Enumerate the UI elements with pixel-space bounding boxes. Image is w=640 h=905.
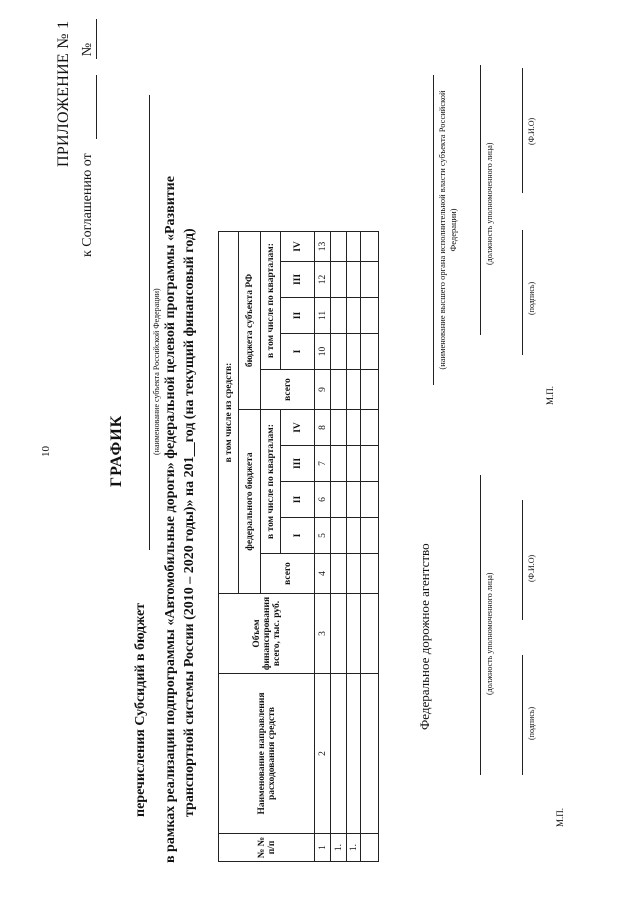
header-q2: II [281, 298, 315, 334]
table-cell [347, 446, 361, 482]
table-cell [331, 232, 347, 262]
agency-position-line [480, 475, 481, 775]
header-federal-quarters: в том числе по кварталам: [261, 410, 281, 554]
region-signature-caption: (подпись) [527, 281, 536, 315]
table-cell [361, 232, 379, 262]
table-cell [331, 674, 347, 834]
col-number: 1 [315, 834, 331, 862]
agreement-number-sign: № [80, 42, 95, 57]
region-seal: М.П. [545, 385, 555, 405]
table-cell [331, 334, 347, 370]
col-number: 2 [315, 674, 331, 834]
header-q4: IV [281, 232, 315, 262]
table-cell [361, 298, 379, 334]
agency-signature-caption: (подпись) [527, 706, 536, 740]
page-number: 10 [40, 446, 52, 457]
table-cell [347, 674, 361, 834]
table-cell [361, 410, 379, 446]
table-cell [347, 232, 361, 262]
table-cell [331, 262, 347, 298]
table-cell [361, 482, 379, 518]
table-cell [361, 370, 379, 410]
header-regional-quarters: в том числе по кварталам: [261, 232, 281, 370]
schedule-table [218, 231, 379, 862]
column-number-row [315, 232, 331, 862]
col-number: 13 [315, 232, 331, 262]
heading-line-2: транспортной системы России (2010 – 2020 годы)» на 201__год (на текущий финансовый год) [182, 228, 197, 817]
agency-signature-line [522, 655, 523, 775]
table-cell [331, 482, 347, 518]
region-authority-caption: (наименование высшего органа исполнительной власти субъекта Российской Федерации) [437, 90, 458, 370]
row-index: 1. [347, 834, 361, 862]
col-number: 10 [315, 334, 331, 370]
agency-seal: М.П. [555, 807, 565, 827]
region-position-caption: (должность уполномоченного лица) [485, 142, 494, 265]
header-federal: федерального бюджета [239, 410, 261, 594]
table-cell [347, 594, 361, 674]
transfer-text: перечисления Субсидий в бюджет [133, 602, 148, 817]
table-cell [331, 370, 347, 410]
header-regional: бюджета субъекта РФ [239, 232, 261, 410]
table-cell [361, 554, 379, 594]
table-cell [331, 554, 347, 594]
table-cell [331, 410, 347, 446]
document-title: ГРАФИК [108, 414, 125, 487]
row-index: 1. [331, 834, 347, 862]
agreement-prefix: к Соглашению от [80, 153, 95, 257]
table-cell [347, 262, 361, 298]
table-cell [331, 518, 347, 554]
table-cell [331, 298, 347, 334]
table-cell [347, 554, 361, 594]
header-q3: III [281, 262, 315, 298]
table-row [361, 232, 379, 862]
region-authority-line [433, 75, 434, 385]
table-cell [361, 594, 379, 674]
col-number: 3 [315, 594, 331, 674]
agency-name-caption: (Ф.И.О) [527, 554, 536, 582]
region-position-line [480, 65, 481, 335]
col-number: 11 [315, 298, 331, 334]
table-row [347, 232, 361, 862]
region-name-line [522, 68, 523, 193]
table-cell [361, 834, 379, 862]
col-number: 12 [315, 262, 331, 298]
table-cell [347, 482, 361, 518]
header-q1: I [281, 334, 315, 370]
appendix-label: ПРИЛОЖЕНИЕ № 1 [55, 20, 72, 167]
table-cell [361, 262, 379, 298]
table-cell [347, 370, 361, 410]
subject-name-caption: (наименование субъекта Российской Федерации) [152, 288, 161, 455]
agreement-reference [80, 43, 96, 257]
header-q2: II [281, 482, 315, 518]
table-cell [347, 298, 361, 334]
agency-name-line [522, 500, 523, 620]
col-number: 7 [315, 446, 331, 482]
table-cell [331, 446, 347, 482]
header-federal-total: всего [261, 554, 315, 594]
col-number: 5 [315, 518, 331, 554]
table-cell [347, 518, 361, 554]
agency-name: Федеральное дорожное агентство [417, 543, 432, 730]
table-cell [361, 334, 379, 370]
region-name-caption: (Ф.И.О) [527, 117, 536, 145]
region-signature-line [522, 230, 523, 355]
col-number: 6 [315, 482, 331, 518]
table-cell [347, 334, 361, 370]
table-cell [361, 674, 379, 834]
header-volume: Объем финансирования всего, тыс. руб. [219, 594, 315, 674]
header-q3: III [281, 446, 315, 482]
table-cell [361, 446, 379, 482]
agreement-date-line [96, 75, 97, 139]
header-including: в том числе из средств: [219, 232, 239, 594]
col-number: 4 [315, 554, 331, 594]
col-number: 9 [315, 370, 331, 410]
col-number: 8 [315, 410, 331, 446]
header-num: № № п/п [219, 834, 315, 862]
header-name: Наименование направления расходования средств [219, 674, 315, 834]
agreement-number-line [96, 19, 97, 59]
table-row [331, 232, 347, 862]
table-cell [347, 410, 361, 446]
table-cell [331, 594, 347, 674]
header-q1: I [281, 518, 315, 554]
header-q4: IV [281, 410, 315, 446]
subject-name-line [149, 95, 150, 550]
agency-position-caption: (должность уполномоченного лица) [485, 572, 494, 695]
header-regional-total: всего [261, 370, 315, 410]
table-cell [361, 518, 379, 554]
heading-line-1: в рамках реализации подпрограммы «Автомобильные дороги» федеральной целевой программы «Развитие [163, 176, 178, 863]
